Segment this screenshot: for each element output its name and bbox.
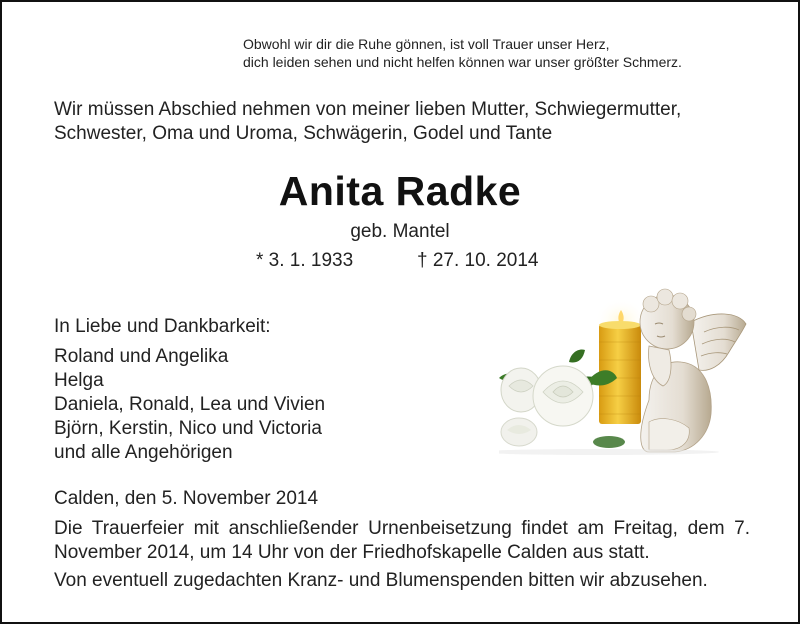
poem-line-1: Obwohl wir dir die Ruhe gönnen, ist voll Trauer unser Herz, [243,36,610,52]
poem-line-2: dich leiden sehen und nicht helfen können war unser größter Schmerz. [243,54,682,70]
intro-line-2: Schwester, Oma und Uroma, Schwägerin, Godel und Tante [54,123,553,144]
deceased-name: Anita Radke [278,168,522,214]
flowers-notice: Von eventuell zugedachten Kranz- und Blumenspenden bitten wir abzusehen. [54,570,708,591]
birth-date: * 3. 1. 1933 [256,250,354,271]
mourner-item: Roland und Angelika [54,346,229,367]
funeral-service-notice: Die Trauerfeier mit anschließender Urnenbeisetzung findet am Freitag, dem 7. November 2014, um 14 Uhr von der Friedhofskapelle Calden aus statt. [54,518,750,563]
memorial-illustration [499,282,749,456]
intro-line-1: Wir müssen Abschied nehmen von meiner lieben Mutter, Schwiegermutter, [54,99,682,120]
mourner-item: und alle Angehörigen [54,442,233,463]
mourners-list [54,345,325,465]
place-and-date: Calden, den 5. November 2014 [54,488,319,509]
maiden-name: geb. Mantel [350,221,450,242]
candle-icon [595,298,647,424]
mourner-item: Björn, Kerstin, Nico und Victoria [54,418,322,439]
mourner-item: Daniela, Ronald, Lea und Vivien [54,394,326,415]
farewell-intro [54,98,681,146]
gratitude-label: In Liebe und Dankbarkeit: [54,316,271,337]
death-date: † 27. 10. 2014 [417,250,539,271]
poem-quote [243,35,682,71]
angel-figurine-icon [640,289,746,452]
mourner-item: Helga [54,370,104,391]
